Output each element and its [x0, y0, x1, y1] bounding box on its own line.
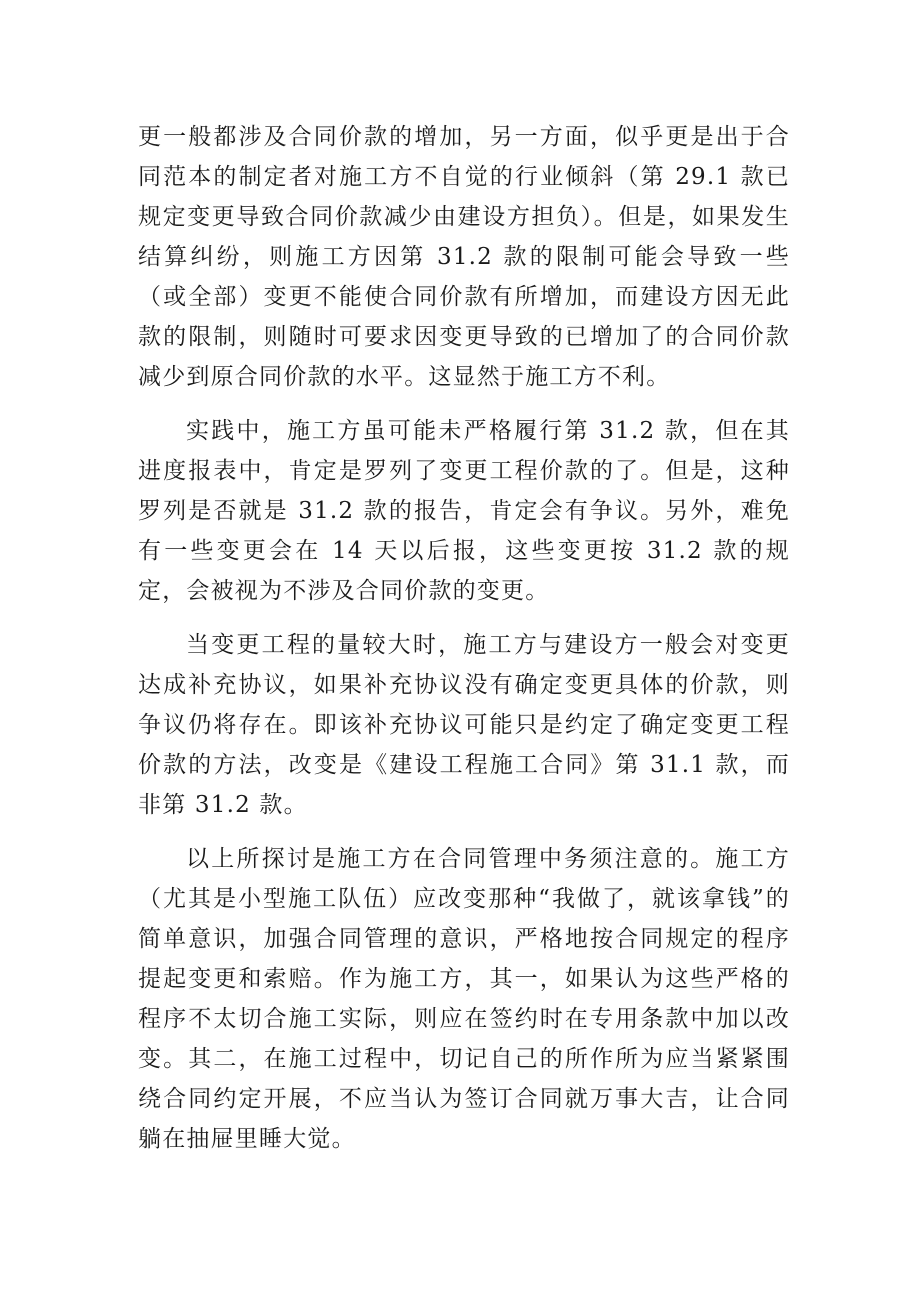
paragraph-conclusion: 以上所探讨是施工方在合同管理中务须注意的。施工方（尤其是小型施工队伍）应改变那种“我做了，就该拿钱”的简单意识，加强合同管理的意识，严格地按合同规定的程序提起变更和索赔。作为施工方，其一，如果认为这些严格的程序不太切合施工实际，则应在签约时在专用条款中加以改变。其二，在施工过程中，切记自己的所作所为应当紧紧围绕合同约定开展，不应当认为签订合同就万事大吉，让合同躺在抽屉里睡大觉。 — [138, 846, 790, 1152]
paragraph-practice: 实践中，施工方虽可能未严格履行第 31.2 款，但在其进度报表中，肯定是罗列了变更工程价款的了。但是，这种罗列是否就是 31.2 款的报告，肯定会有争议。另外，难免有一些变更会在 14 天以后报，这些变更按 31.2 款的规定，会被视为不涉及合同价款的变更。 — [138, 418, 790, 604]
paragraph-supplementary-agreement: 当变更工程的量较大时，施工方与建设方一般会对变更达成补充协议，如果补充协议没有确定变更具体的价款，则争议仍将存在。即该补充协议可能只是约定了确定变更工程价款的方法，改变是《建设工程施工合同》第 31.1 款，而非第 31.2 款。 — [138, 632, 790, 818]
paragraph-continued: 更一般都涉及合同价款的增加，另一方面，似乎更是出于合同范本的制定者对施工方不自觉的行业倾斜（第 29.1 款已规定变更导致合同价款减少由建设方担负）。但是，如果发生结算纠纷，则施工方因第 31.2 款的限制可能会导致一些（或全部）变更不能使合同价款有所增加，而建设方因无此款的限制，则随时可要求因变更导致的已增加了的合同价款减少到原合同价款的水平。这显然于施工方不利。 — [138, 124, 790, 390]
